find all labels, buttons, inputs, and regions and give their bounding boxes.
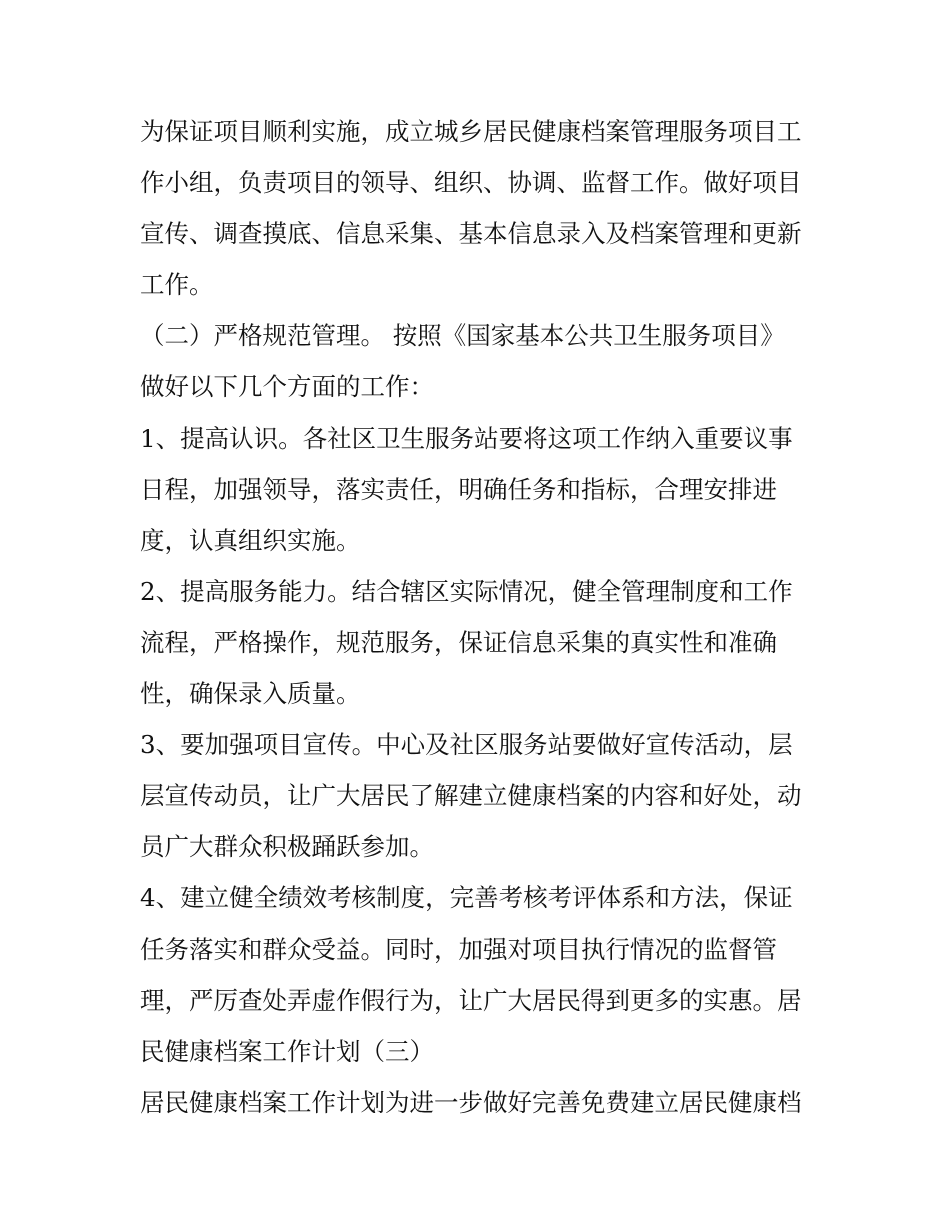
list-item-2: 2、提高服务能力。结合辖区实际情况，健全管理制度和工作 [140,576,793,606]
text-line: 做好以下几个方面的工作： [140,372,434,402]
text-line: 任务落实和群众受益。同时，加强对项目执行情况的监督管 [140,934,777,964]
document-body [140,106,820,1128]
text-line: 流程，严格操作，规范服务，保证信息采集的真实性和准确 [140,627,777,657]
text-line: 为保证项目顺利实施，成立城乡居民健康档案管理服务项目工 [140,117,802,146]
list-item-1: 1、提高认识。各社区卫生服务站要将这项工作纳入重要议事 [140,423,793,453]
section-heading: （二）严格规范管理。 按照《国家基本公共卫生服务项目》 [140,321,785,351]
text-line: 员广大群众积极踊跃参加。 [140,832,434,862]
text-line: 层宣传动员，让广大居民了解建立健康档案的内容和好处，动 [140,781,802,811]
text-line: 宣传、调查摸底、信息采集、基本信息录入及档案管理和更新 [140,219,802,249]
text-line: 理，严厉查处弄虚作假行为，让广大居民得到更多的实惠。居 [140,985,802,1015]
text-line: 工作。 [140,270,214,300]
text-line: 性，确保录入质量。 [140,679,361,709]
list-item-4: 4、建立健全绩效考核制度，完善考核考评体系和方法，保证 [140,883,793,913]
text-line: 度，认真组织实施。 [140,525,361,555]
list-item-3: 3、要加强项目宣传。中心及社区服务站要做好宣传活动，层 [140,730,793,760]
text-line: 民健康档案工作计划（三） [140,1036,434,1066]
text-line: 居民健康档案工作计划为进一步做好完善免费建立居民健康档 [140,1087,802,1117]
text-line: 日程，加强领导，落实责任，明确任务和指标，合理安排进 [140,474,777,504]
text-line: 作小组，负责项目的领导、组织、协调、监督工作。做好项目 [140,168,802,198]
